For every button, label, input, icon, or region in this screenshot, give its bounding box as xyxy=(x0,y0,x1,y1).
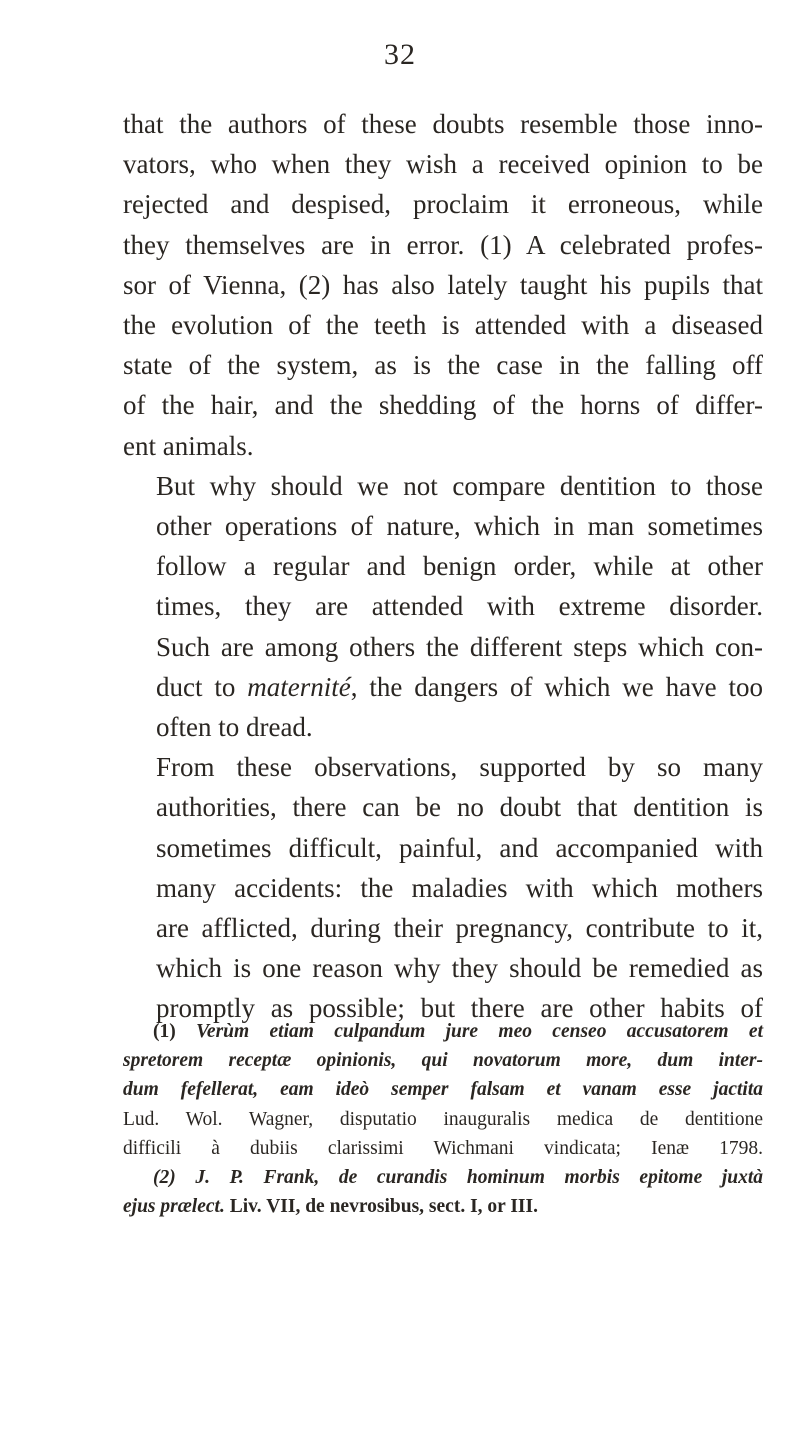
text-line-with-italic xyxy=(123,667,763,707)
footnote-marker: (2) xyxy=(153,1167,176,1189)
footnote-line: difficili à dubiis clarissimi Wichmani vindicata; Ienæ 1798. xyxy=(123,1137,763,1159)
paragraph-2 xyxy=(123,466,763,747)
footnote-marker: (1) xyxy=(153,1021,176,1042)
text-line: which is one reason why they should be remedied as xyxy=(156,953,763,984)
text-line: state of the system, as is the case in the falling off xyxy=(123,350,763,381)
footnote-text: Liv. VII, de nevrosibus, sect. I, or III. xyxy=(224,1196,538,1218)
body-text xyxy=(123,104,763,1029)
italic-term: maternité xyxy=(247,671,351,702)
text-line: of the hair, and the shedding of the horns of differ- xyxy=(123,390,763,421)
footnote-text: J. P. Frank, de curandis hominum morbis epitome juxtà xyxy=(195,1167,764,1189)
footnote-1 xyxy=(123,1017,763,1163)
footnote-2 xyxy=(123,1163,763,1221)
text-line: But why should we not compare dentition to those xyxy=(156,470,763,501)
footnote-line xyxy=(123,1163,763,1192)
text-line: they themselves are in error. (1) A celebrated profes- xyxy=(123,229,763,260)
text-line: the evolution of the teeth is attended with a diseased xyxy=(123,310,763,341)
paragraph-3 xyxy=(123,747,763,1028)
text-line: rejected and despised, proclaim it erroneous, while xyxy=(123,189,763,220)
text-line: times, they are attended with extreme disorder. xyxy=(156,591,763,622)
footnote-text: Verùm etiam culpandum jure meo censeo accusatorem et xyxy=(196,1021,763,1042)
text-line: authorities, there can be no doubt that dentition is xyxy=(156,792,763,823)
text-line: often to dread. xyxy=(156,712,313,743)
text-line: From these observations, supported by so many xyxy=(156,752,763,783)
footnote-line xyxy=(123,1017,763,1046)
text-line: sometimes difficult, painful, and accompanied with xyxy=(156,832,763,863)
text-run: duct to xyxy=(156,671,248,702)
text-line: many accidents: the maladies with which mothers xyxy=(156,872,763,903)
footnotes xyxy=(123,1017,763,1221)
footnote-text: ejus prælect. xyxy=(123,1196,225,1218)
text-line: promptly as possible; but there are other habits of xyxy=(156,993,763,1024)
text-line: that the authors of these doubts resemble those inno- xyxy=(123,109,763,139)
page-number: 32 xyxy=(384,38,416,71)
footnote-line: Lud. Wol. Wagner, disputatio inauguralis medica de dentitione xyxy=(123,1108,763,1130)
text-run: , the dangers of which we have too xyxy=(350,671,763,702)
text-line: other operations of nature, which in man sometimes xyxy=(156,511,763,542)
text-line: ent animals. xyxy=(123,430,254,461)
text-line: vators, who when they wish a received opinion to be xyxy=(123,149,763,180)
footnote-line xyxy=(123,1192,763,1221)
text-line: sor of Vienna, (2) has also lately taught his pupils that xyxy=(123,269,763,300)
text-line: follow a regular and benign order, while at other xyxy=(156,551,763,582)
paragraph-1 xyxy=(123,104,763,466)
text-line: Such are among others the different steps which con- xyxy=(156,631,763,662)
text-line: are afflicted, during their pregnancy, contribute to it, xyxy=(156,913,763,944)
footnote-line: dum fefellerat, eam ideò semper falsam et vanam esse jactita xyxy=(123,1079,763,1101)
footnote-line: spretorem receptæ opinionis, qui novatorum more, dum inter- xyxy=(123,1050,763,1072)
